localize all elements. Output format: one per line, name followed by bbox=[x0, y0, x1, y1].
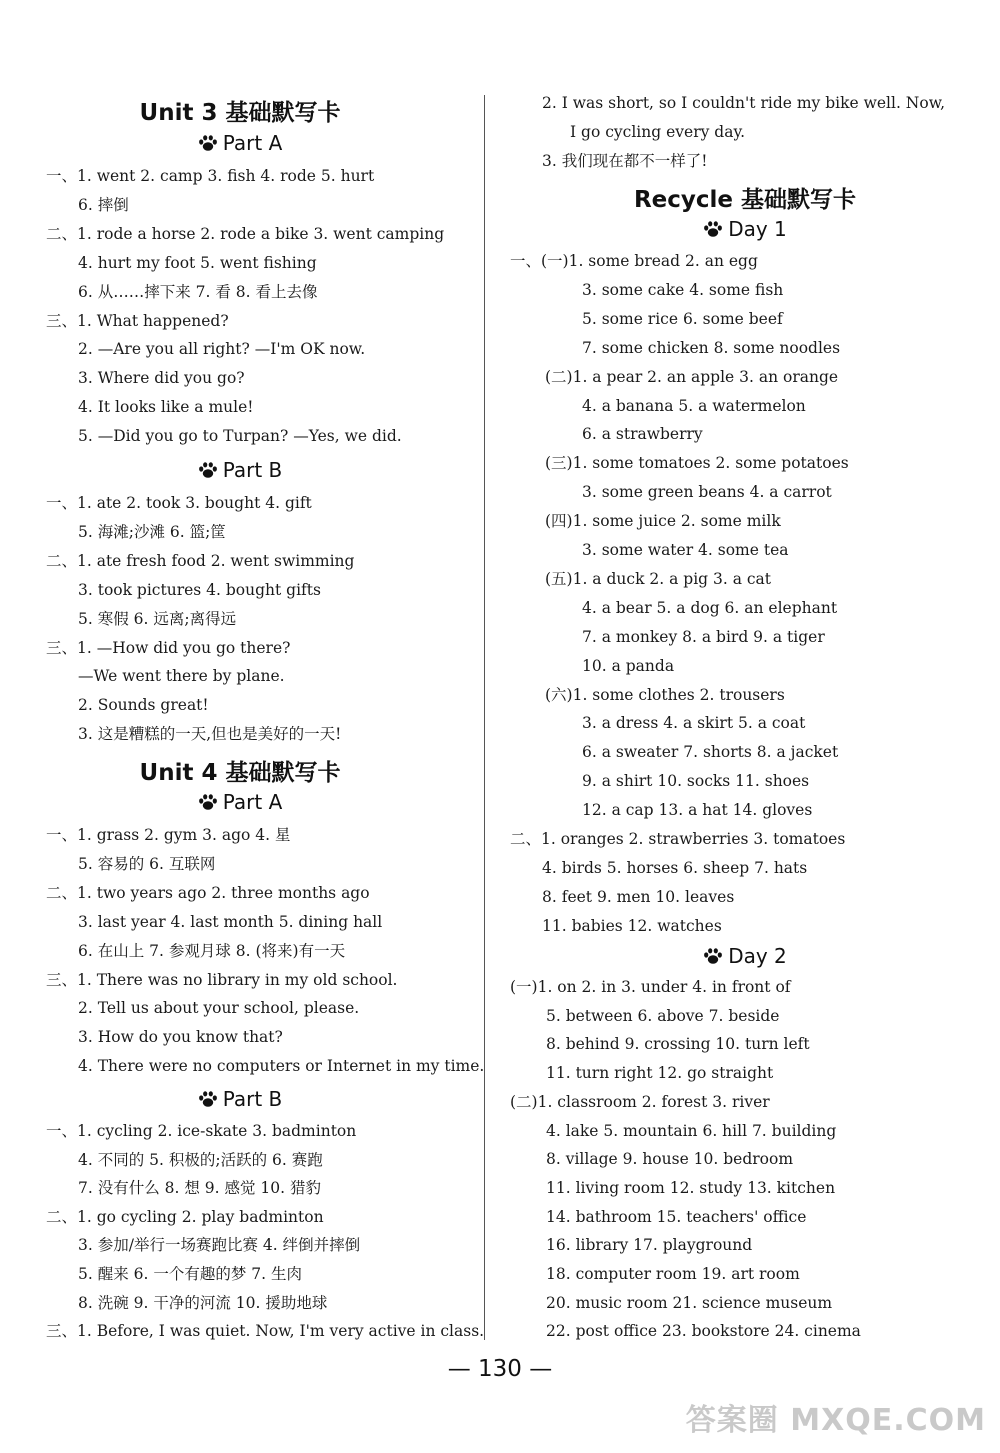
answer-line: 二、1. go cycling 2. play badminton bbox=[46, 1207, 324, 1226]
answer-line: 2. Tell us about your school, please. bbox=[78, 999, 360, 1018]
answer-line: 二、1. ate fresh food 2. went swimming bbox=[46, 551, 355, 570]
answer-line: 3. How do you know that? bbox=[78, 1028, 283, 1047]
paw-icon bbox=[198, 134, 218, 152]
unit3-part-b-heading bbox=[0, 458, 480, 482]
answer-line: 4. It looks like a mule! bbox=[78, 398, 254, 417]
column-divider bbox=[484, 95, 485, 1340]
answer-line: 11. living room 12. study 13. kitchen bbox=[546, 1178, 836, 1197]
answer-line: (六)1. some clothes 2. trousers bbox=[545, 685, 785, 704]
answer-line: 二、1. two years ago 2. three months ago bbox=[46, 883, 370, 902]
answer-line: 11. babies 12. watches bbox=[542, 916, 722, 935]
answer-line: (五)1. a duck 2. a pig 3. a cat bbox=[545, 569, 772, 588]
answer-line: 18. computer room 19. art room bbox=[546, 1265, 800, 1283]
answer-line: 一、(一)1. some bread 2. an egg bbox=[510, 252, 758, 270]
watermark-logo: 答案圈 MXQE.COM bbox=[685, 1403, 986, 1438]
paw-icon bbox=[198, 1090, 218, 1108]
recycle-day1-heading bbox=[490, 217, 1000, 241]
answer-line: 6. 从……摔下来 7. 看 8. 看上去像 bbox=[78, 282, 318, 301]
answer-line: 一、1. ate 2. took 3. bought 4. gift bbox=[46, 494, 312, 512]
answer-line: 20. music room 21. science museum bbox=[546, 1293, 833, 1312]
answer-line: I go cycling every day. bbox=[570, 122, 746, 141]
answer-line: 6. a strawberry bbox=[582, 425, 703, 444]
answer-line: 4. a banana 5. a watermelon bbox=[582, 396, 806, 415]
answer-line: 6. 摔倒 bbox=[78, 195, 129, 214]
answer-line: 一、1. cycling 2. ice-skate 3. badminton bbox=[46, 1122, 357, 1140]
answer-line: 12. a cap 13. a hat 14. gloves bbox=[582, 801, 813, 820]
unit4-part-a-title: Part A bbox=[222, 790, 283, 814]
answer-line: —We went there by plane. bbox=[78, 667, 285, 686]
answer-line: 5. 寒假 6. 远离;离得远 bbox=[78, 609, 237, 628]
answer-line: 7. some chicken 8. some noodles bbox=[582, 338, 841, 357]
answer-line: 一、1. went 2. camp 3. fish 4. rode 5. hurt bbox=[46, 167, 375, 185]
answer-line: 二、1. oranges 2. strawberries 3. tomatoes bbox=[510, 830, 846, 848]
answer-line: 3. 我们现在都不一样了! bbox=[542, 151, 708, 170]
unit4-part-b-title: Part B bbox=[222, 1087, 283, 1111]
answer-line: 9. a shirt 10. socks 11. shoes bbox=[582, 772, 810, 791]
answer-line: 4. hurt my foot 5. went fishing bbox=[78, 253, 317, 272]
recycle-day1-title: Day 1 bbox=[728, 217, 787, 241]
unit3-part-a-heading bbox=[0, 131, 480, 155]
answer-line: 11. turn right 12. go straight bbox=[546, 1064, 774, 1083]
unit3-part-b-title: Part B bbox=[222, 458, 283, 482]
answer-line: 7. a monkey 8. a bird 9. a tiger bbox=[582, 627, 825, 646]
answer-line: 22. post office 23. bookstore 24. cinema bbox=[546, 1322, 861, 1341]
answer-line: 14. bathroom 15. teachers' office bbox=[546, 1207, 807, 1226]
answer-line: 3. a dress 4. a skirt 5. a coat bbox=[582, 714, 806, 733]
answer-line: 3. some water 4. some tea bbox=[582, 541, 789, 559]
answer-line: 2. I was short, so I couldn't ride my bike well. Now, bbox=[542, 94, 946, 112]
answer-line: 7. 没有什么 8. 想 9. 感觉 10. 猎豹 bbox=[78, 1179, 322, 1198]
unit4-part-a-heading bbox=[0, 790, 480, 814]
answer-line: 三、1. —How did you go there? bbox=[46, 638, 291, 657]
unit3-title: Unit 3 基础默写卡 bbox=[139, 100, 341, 126]
paw-icon bbox=[703, 220, 723, 238]
answer-line: 8. feet 9. men 10. leaves bbox=[542, 887, 735, 906]
answer-line: 3. last year 4. last month 5. dining hall bbox=[78, 912, 383, 931]
answer-line: 三、1. There was no library in my old school. bbox=[46, 970, 398, 989]
answer-line: (二)1. classroom 2. forest 3. river bbox=[510, 1092, 770, 1111]
answer-line: 一、1. grass 2. gym 3. ago 4. 星 bbox=[46, 826, 291, 844]
answer-line: (三)1. some tomatoes 2. some potatoes bbox=[545, 454, 849, 473]
answer-line: 5. 海滩;沙滩 6. 篮;筐 bbox=[78, 522, 226, 541]
answer-line: 8. behind 9. crossing 10. turn left bbox=[546, 1035, 810, 1054]
answer-line: 5. 醒来 6. 一个有趣的梦 7. 生肉 bbox=[78, 1265, 303, 1283]
unit4-part-b-heading bbox=[0, 1087, 480, 1111]
answer-line: 5. between 6. above 7. beside bbox=[546, 1006, 780, 1025]
paw-icon bbox=[703, 947, 723, 965]
answer-line: 3. Where did you go? bbox=[78, 369, 245, 388]
answer-line: 2. Sounds great! bbox=[78, 696, 209, 715]
unit4-title: Unit 4 基础默写卡 bbox=[139, 760, 341, 786]
answer-line: 4. 不同的 5. 积极的;活跃的 6. 赛跑 bbox=[78, 1150, 323, 1169]
answer-line: 4. birds 5. horses 6. sheep 7. hats bbox=[542, 858, 808, 877]
answer-line: 6. a sweater 7. shorts 8. a jacket bbox=[582, 743, 839, 762]
answer-line: 4. There were no computers or Internet in my time. bbox=[78, 1057, 485, 1076]
paw-icon bbox=[198, 793, 218, 811]
answer-line: 6. 在山上 7. 参观月球 8. (将来)有一天 bbox=[78, 941, 346, 960]
recycle-title: Recycle 基础默写卡 bbox=[633, 187, 857, 213]
answer-line: 3. 这是糟糕的一天,但也是美好的一天! bbox=[78, 725, 342, 744]
answer-line: 8. 洗碗 9. 干净的河流 10. 援助地球 bbox=[78, 1293, 328, 1312]
page-number: — 130 — bbox=[447, 1356, 553, 1382]
answer-line: 3. some green beans 4. a carrot bbox=[582, 483, 832, 502]
answer-line: (四)1. some juice 2. some milk bbox=[545, 512, 781, 531]
answer-line: 5. some rice 6. some beef bbox=[582, 309, 783, 328]
answer-line: 三、1. What happened? bbox=[46, 311, 229, 330]
recycle-day2-heading bbox=[490, 944, 1000, 968]
answer-line: 2. —Are you all right? —I'm OK now. bbox=[78, 340, 366, 359]
answer-line: (一)1. on 2. in 3. under 4. in front of bbox=[510, 978, 791, 996]
answer-line: 二、1. rode a horse 2. rode a bike 3. went camping bbox=[46, 224, 445, 243]
answer-line: 16. library 17. playground bbox=[546, 1236, 753, 1255]
answer-line: 5. —Did you go to Turpan? —Yes, we did. bbox=[78, 427, 402, 446]
answer-line: 3. 参加/举行一场赛跑比赛 4. 绊倒并摔倒 bbox=[78, 1236, 361, 1255]
paw-icon bbox=[198, 461, 218, 479]
answer-line: 5. 容易的 6. 互联网 bbox=[78, 854, 216, 873]
recycle-day2-title: Day 2 bbox=[728, 944, 787, 968]
answer-line: 10. a panda bbox=[582, 656, 675, 675]
answer-line: 8. village 9. house 10. bedroom bbox=[546, 1150, 794, 1169]
answer-line: 三、1. Before, I was quiet. Now, I'm very active in class. bbox=[46, 1322, 485, 1341]
answer-line: 4. a bear 5. a dog 6. an elephant bbox=[582, 598, 838, 617]
answer-line: (二)1. a pear 2. an apple 3. an orange bbox=[545, 367, 839, 386]
unit3-part-a-title: Part A bbox=[222, 131, 283, 155]
answer-line: 3. took pictures 4. bought gifts bbox=[78, 580, 321, 599]
answer-line: 4. lake 5. mountain 6. hill 7. building bbox=[546, 1121, 837, 1140]
answer-line: 3. some cake 4. some fish bbox=[582, 280, 784, 299]
